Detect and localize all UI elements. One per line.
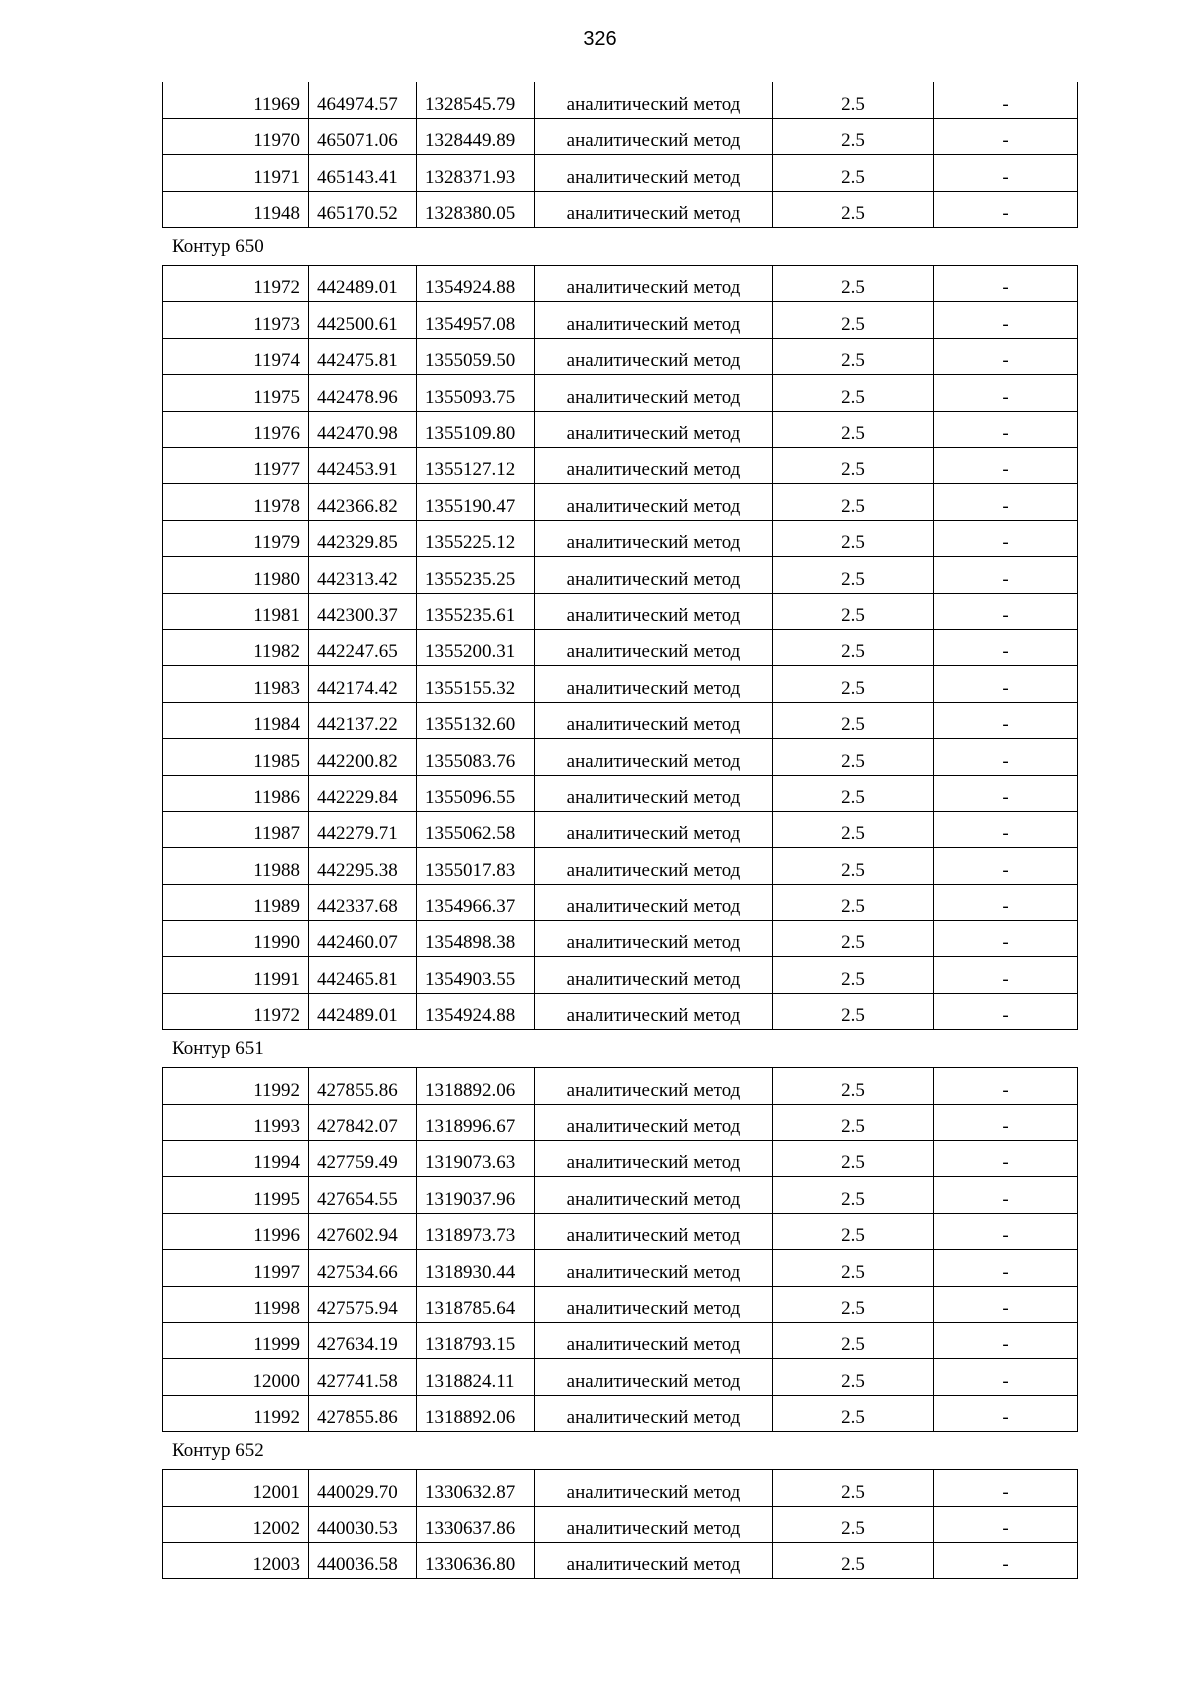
note-cell: - <box>934 338 1078 374</box>
note-cell: - <box>934 702 1078 738</box>
method-cell: аналитический метод <box>535 1250 773 1286</box>
method-cell: аналитический метод <box>535 118 773 154</box>
table-row <box>163 1470 1078 1506</box>
method-cell: аналитический метод <box>535 1470 773 1506</box>
table-row <box>163 775 1078 811</box>
contour-label: Контур 650 <box>172 236 264 258</box>
y-coordinate-cell: 1355155.32 <box>417 666 535 702</box>
x-coordinate-cell: 442229.84 <box>309 775 417 811</box>
note-cell: - <box>934 957 1078 993</box>
table-row <box>163 302 1078 338</box>
precision-cell: 2.5 <box>773 266 934 302</box>
method-cell: аналитический метод <box>535 666 773 702</box>
x-coordinate-cell: 427741.58 <box>309 1359 417 1395</box>
note-cell: - <box>934 266 1078 302</box>
note-cell: - <box>934 921 1078 957</box>
x-coordinate-cell: 464974.57 <box>309 82 417 118</box>
table-row <box>163 1359 1078 1395</box>
note-cell: - <box>934 811 1078 847</box>
point-number-cell: 11977 <box>163 448 309 484</box>
precision-cell: 2.5 <box>773 1359 934 1395</box>
table-row <box>163 957 1078 993</box>
x-coordinate-cell: 427855.86 <box>309 1395 417 1431</box>
precision-cell: 2.5 <box>773 775 934 811</box>
method-cell: аналитический метод <box>535 1141 773 1177</box>
note-cell: - <box>934 557 1078 593</box>
method-cell: аналитический метод <box>535 484 773 520</box>
point-number-cell: 11948 <box>163 191 309 227</box>
method-cell: аналитический метод <box>535 155 773 191</box>
x-coordinate-cell: 442460.07 <box>309 921 417 957</box>
precision-cell: 2.5 <box>773 411 934 447</box>
x-coordinate-cell: 427654.55 <box>309 1177 417 1213</box>
y-coordinate-cell: 1318892.06 <box>417 1395 535 1431</box>
note-cell: - <box>934 520 1078 556</box>
coordinates-table <box>162 265 1078 1030</box>
y-coordinate-cell: 1318996.67 <box>417 1104 535 1140</box>
point-number-cell: 11997 <box>163 1250 309 1286</box>
y-coordinate-cell: 1355127.12 <box>417 448 535 484</box>
table-row <box>163 1141 1078 1177</box>
precision-cell: 2.5 <box>773 557 934 593</box>
precision-cell: 2.5 <box>773 739 934 775</box>
y-coordinate-cell: 1328545.79 <box>417 82 535 118</box>
point-number-cell: 11972 <box>163 993 309 1029</box>
x-coordinate-cell: 442137.22 <box>309 702 417 738</box>
x-coordinate-cell: 442475.81 <box>309 338 417 374</box>
note-cell: - <box>934 484 1078 520</box>
y-coordinate-cell: 1355059.50 <box>417 338 535 374</box>
table-row <box>163 739 1078 775</box>
y-coordinate-cell: 1319037.96 <box>417 1177 535 1213</box>
y-coordinate-cell: 1354966.37 <box>417 884 535 920</box>
point-number-cell: 11988 <box>163 848 309 884</box>
precision-cell: 2.5 <box>773 155 934 191</box>
precision-cell: 2.5 <box>773 848 934 884</box>
x-coordinate-cell: 465071.06 <box>309 118 417 154</box>
precision-cell: 2.5 <box>773 666 934 702</box>
table-row <box>163 1213 1078 1249</box>
table-row <box>163 884 1078 920</box>
y-coordinate-cell: 1354903.55 <box>417 957 535 993</box>
precision-cell: 2.5 <box>773 1250 934 1286</box>
y-coordinate-cell: 1355083.76 <box>417 739 535 775</box>
coordinates-document <box>162 82 1077 1579</box>
x-coordinate-cell: 442300.37 <box>309 593 417 629</box>
y-coordinate-cell: 1355109.80 <box>417 411 535 447</box>
point-number-cell: 11978 <box>163 484 309 520</box>
table-row <box>163 411 1078 447</box>
point-number-cell: 11999 <box>163 1323 309 1359</box>
method-cell: аналитический метод <box>535 338 773 374</box>
point-number-cell: 11971 <box>163 155 309 191</box>
precision-cell: 2.5 <box>773 1506 934 1542</box>
x-coordinate-cell: 442489.01 <box>309 993 417 1029</box>
method-cell: аналитический метод <box>535 884 773 920</box>
method-cell: аналитический метод <box>535 266 773 302</box>
y-coordinate-cell: 1318793.15 <box>417 1323 535 1359</box>
method-cell: аналитический метод <box>535 1177 773 1213</box>
note-cell: - <box>934 1542 1078 1578</box>
y-coordinate-cell: 1330636.80 <box>417 1542 535 1578</box>
note-cell: - <box>934 629 1078 665</box>
note-cell: - <box>934 775 1078 811</box>
table-row <box>163 484 1078 520</box>
point-number-cell: 11993 <box>163 1104 309 1140</box>
y-coordinate-cell: 1328371.93 <box>417 155 535 191</box>
note-cell: - <box>934 118 1078 154</box>
table-row <box>163 266 1078 302</box>
point-number-cell: 11987 <box>163 811 309 847</box>
precision-cell: 2.5 <box>773 702 934 738</box>
precision-cell: 2.5 <box>773 191 934 227</box>
table-row <box>163 702 1078 738</box>
method-cell: аналитический метод <box>535 1104 773 1140</box>
note-cell: - <box>934 302 1078 338</box>
table-row <box>163 1250 1078 1286</box>
point-number-cell: 11969 <box>163 82 309 118</box>
y-coordinate-cell: 1355190.47 <box>417 484 535 520</box>
precision-cell: 2.5 <box>773 1068 934 1104</box>
y-coordinate-cell: 1318973.73 <box>417 1213 535 1249</box>
note-cell: - <box>934 1104 1078 1140</box>
table-row <box>163 338 1078 374</box>
precision-cell: 2.5 <box>773 484 934 520</box>
note-cell: - <box>934 411 1078 447</box>
table-row <box>163 1323 1078 1359</box>
y-coordinate-cell: 1330632.87 <box>417 1470 535 1506</box>
x-coordinate-cell: 442279.71 <box>309 811 417 847</box>
note-cell: - <box>934 884 1078 920</box>
method-cell: аналитический метод <box>535 593 773 629</box>
point-number-cell: 11976 <box>163 411 309 447</box>
table-row <box>163 82 1078 118</box>
method-cell: аналитический метод <box>535 1506 773 1542</box>
method-cell: аналитический метод <box>535 811 773 847</box>
method-cell: аналитический метод <box>535 82 773 118</box>
y-coordinate-cell: 1355093.75 <box>417 375 535 411</box>
method-cell: аналитический метод <box>535 1286 773 1322</box>
point-number-cell: 11991 <box>163 957 309 993</box>
method-cell: аналитический метод <box>535 1395 773 1431</box>
precision-cell: 2.5 <box>773 1323 934 1359</box>
table-row <box>163 1395 1078 1431</box>
y-coordinate-cell: 1355235.61 <box>417 593 535 629</box>
point-number-cell: 12002 <box>163 1506 309 1542</box>
point-number-cell: 12000 <box>163 1359 309 1395</box>
y-coordinate-cell: 1354924.88 <box>417 266 535 302</box>
note-cell: - <box>934 1323 1078 1359</box>
table-row <box>163 1177 1078 1213</box>
x-coordinate-cell: 427534.66 <box>309 1250 417 1286</box>
table-row <box>163 118 1078 154</box>
x-coordinate-cell: 442295.38 <box>309 848 417 884</box>
note-cell: - <box>934 1359 1078 1395</box>
precision-cell: 2.5 <box>773 593 934 629</box>
note-cell: - <box>934 1068 1078 1104</box>
method-cell: аналитический метод <box>535 191 773 227</box>
precision-cell: 2.5 <box>773 118 934 154</box>
coordinates-table <box>162 1067 1078 1432</box>
y-coordinate-cell: 1355062.58 <box>417 811 535 847</box>
point-number-cell: 11992 <box>163 1395 309 1431</box>
x-coordinate-cell: 442366.82 <box>309 484 417 520</box>
point-number-cell: 12001 <box>163 1470 309 1506</box>
table-row <box>163 448 1078 484</box>
y-coordinate-cell: 1354898.38 <box>417 921 535 957</box>
method-cell: аналитический метод <box>535 739 773 775</box>
x-coordinate-cell: 465143.41 <box>309 155 417 191</box>
x-coordinate-cell: 442247.65 <box>309 629 417 665</box>
y-coordinate-cell: 1354957.08 <box>417 302 535 338</box>
table-row <box>163 1286 1078 1322</box>
precision-cell: 2.5 <box>773 811 934 847</box>
method-cell: аналитический метод <box>535 302 773 338</box>
y-coordinate-cell: 1330637.86 <box>417 1506 535 1542</box>
x-coordinate-cell: 442470.98 <box>309 411 417 447</box>
contour-label: Контур 652 <box>172 1440 264 1462</box>
table-row <box>163 1542 1078 1578</box>
x-coordinate-cell: 427759.49 <box>309 1141 417 1177</box>
method-cell: аналитический метод <box>535 629 773 665</box>
precision-cell: 2.5 <box>773 375 934 411</box>
x-coordinate-cell: 427575.94 <box>309 1286 417 1322</box>
table-row <box>163 811 1078 847</box>
y-coordinate-cell: 1318824.11 <box>417 1359 535 1395</box>
x-coordinate-cell: 427855.86 <box>309 1068 417 1104</box>
precision-cell: 2.5 <box>773 1286 934 1322</box>
precision-cell: 2.5 <box>773 82 934 118</box>
method-cell: аналитический метод <box>535 448 773 484</box>
point-number-cell: 11982 <box>163 629 309 665</box>
point-number-cell: 11989 <box>163 884 309 920</box>
point-number-cell: 11998 <box>163 1286 309 1322</box>
method-cell: аналитический метод <box>535 702 773 738</box>
table-row <box>163 993 1078 1029</box>
table-row <box>163 155 1078 191</box>
precision-cell: 2.5 <box>773 448 934 484</box>
precision-cell: 2.5 <box>773 1213 934 1249</box>
precision-cell: 2.5 <box>773 1542 934 1578</box>
table-row <box>163 1506 1078 1542</box>
point-number-cell: 11973 <box>163 302 309 338</box>
method-cell: аналитический метод <box>535 775 773 811</box>
x-coordinate-cell: 442478.96 <box>309 375 417 411</box>
y-coordinate-cell: 1328449.89 <box>417 118 535 154</box>
point-number-cell: 11984 <box>163 702 309 738</box>
table-row <box>163 520 1078 556</box>
contour-label: Контур 651 <box>172 1038 264 1060</box>
point-number-cell: 11981 <box>163 593 309 629</box>
y-coordinate-cell: 1318785.64 <box>417 1286 535 1322</box>
point-number-cell: 11986 <box>163 775 309 811</box>
coordinates-table <box>162 1469 1078 1579</box>
x-coordinate-cell: 440030.53 <box>309 1506 417 1542</box>
x-coordinate-cell: 442329.85 <box>309 520 417 556</box>
x-coordinate-cell: 427634.19 <box>309 1323 417 1359</box>
y-coordinate-cell: 1355225.12 <box>417 520 535 556</box>
note-cell: - <box>934 191 1078 227</box>
point-number-cell: 11972 <box>163 266 309 302</box>
y-coordinate-cell: 1355096.55 <box>417 775 535 811</box>
method-cell: аналитический метод <box>535 1359 773 1395</box>
x-coordinate-cell: 442174.42 <box>309 666 417 702</box>
note-cell: - <box>934 1141 1078 1177</box>
x-coordinate-cell: 427602.94 <box>309 1213 417 1249</box>
precision-cell: 2.5 <box>773 629 934 665</box>
x-coordinate-cell: 442313.42 <box>309 557 417 593</box>
y-coordinate-cell: 1328380.05 <box>417 191 535 227</box>
precision-cell: 2.5 <box>773 302 934 338</box>
page-number: 326 <box>583 28 617 50</box>
method-cell: аналитический метод <box>535 921 773 957</box>
y-coordinate-cell: 1355017.83 <box>417 848 535 884</box>
point-number-cell: 11975 <box>163 375 309 411</box>
x-coordinate-cell: 440029.70 <box>309 1470 417 1506</box>
note-cell: - <box>934 848 1078 884</box>
method-cell: аналитический метод <box>535 520 773 556</box>
note-cell: - <box>934 666 1078 702</box>
point-number-cell: 11979 <box>163 520 309 556</box>
x-coordinate-cell: 442489.01 <box>309 266 417 302</box>
y-coordinate-cell: 1355200.31 <box>417 629 535 665</box>
method-cell: аналитический метод <box>535 375 773 411</box>
table-row <box>163 666 1078 702</box>
note-cell: - <box>934 375 1078 411</box>
point-number-cell: 11980 <box>163 557 309 593</box>
precision-cell: 2.5 <box>773 993 934 1029</box>
x-coordinate-cell: 427842.07 <box>309 1104 417 1140</box>
method-cell: аналитический метод <box>535 848 773 884</box>
table-row <box>163 629 1078 665</box>
x-coordinate-cell: 442337.68 <box>309 884 417 920</box>
method-cell: аналитический метод <box>535 1323 773 1359</box>
method-cell: аналитический метод <box>535 1213 773 1249</box>
table-row <box>163 191 1078 227</box>
note-cell: - <box>934 155 1078 191</box>
precision-cell: 2.5 <box>773 338 934 374</box>
x-coordinate-cell: 440036.58 <box>309 1542 417 1578</box>
point-number-cell: 11970 <box>163 118 309 154</box>
table-row <box>163 1068 1078 1104</box>
method-cell: аналитический метод <box>535 1542 773 1578</box>
method-cell: аналитический метод <box>535 1068 773 1104</box>
note-cell: - <box>934 1250 1078 1286</box>
note-cell: - <box>934 1506 1078 1542</box>
point-number-cell: 11985 <box>163 739 309 775</box>
x-coordinate-cell: 465170.52 <box>309 191 417 227</box>
point-number-cell: 11996 <box>163 1213 309 1249</box>
y-coordinate-cell: 1355132.60 <box>417 702 535 738</box>
table-row <box>163 848 1078 884</box>
method-cell: аналитический метод <box>535 557 773 593</box>
point-number-cell: 12003 <box>163 1542 309 1578</box>
note-cell: - <box>934 1213 1078 1249</box>
note-cell: - <box>934 993 1078 1029</box>
table-row <box>163 593 1078 629</box>
note-cell: - <box>934 739 1078 775</box>
y-coordinate-cell: 1318892.06 <box>417 1068 535 1104</box>
point-number-cell: 11983 <box>163 666 309 702</box>
method-cell: аналитический метод <box>535 993 773 1029</box>
note-cell: - <box>934 1286 1078 1322</box>
precision-cell: 2.5 <box>773 1470 934 1506</box>
coordinates-table <box>162 82 1078 228</box>
y-coordinate-cell: 1319073.63 <box>417 1141 535 1177</box>
precision-cell: 2.5 <box>773 1395 934 1431</box>
precision-cell: 2.5 <box>773 957 934 993</box>
note-cell: - <box>934 82 1078 118</box>
precision-cell: 2.5 <box>773 921 934 957</box>
precision-cell: 2.5 <box>773 884 934 920</box>
point-number-cell: 11990 <box>163 921 309 957</box>
note-cell: - <box>934 593 1078 629</box>
point-number-cell: 11974 <box>163 338 309 374</box>
note-cell: - <box>934 448 1078 484</box>
point-number-cell: 11995 <box>163 1177 309 1213</box>
y-coordinate-cell: 1355235.25 <box>417 557 535 593</box>
x-coordinate-cell: 442500.61 <box>309 302 417 338</box>
method-cell: аналитический метод <box>535 957 773 993</box>
x-coordinate-cell: 442200.82 <box>309 739 417 775</box>
note-cell: - <box>934 1177 1078 1213</box>
precision-cell: 2.5 <box>773 520 934 556</box>
precision-cell: 2.5 <box>773 1177 934 1213</box>
note-cell: - <box>934 1470 1078 1506</box>
precision-cell: 2.5 <box>773 1104 934 1140</box>
x-coordinate-cell: 442465.81 <box>309 957 417 993</box>
table-row <box>163 921 1078 957</box>
point-number-cell: 11992 <box>163 1068 309 1104</box>
table-row <box>163 1104 1078 1140</box>
precision-cell: 2.5 <box>773 1141 934 1177</box>
x-coordinate-cell: 442453.91 <box>309 448 417 484</box>
point-number-cell: 11994 <box>163 1141 309 1177</box>
y-coordinate-cell: 1354924.88 <box>417 993 535 1029</box>
y-coordinate-cell: 1318930.44 <box>417 1250 535 1286</box>
note-cell: - <box>934 1395 1078 1431</box>
table-row <box>163 557 1078 593</box>
method-cell: аналитический метод <box>535 411 773 447</box>
table-row <box>163 375 1078 411</box>
